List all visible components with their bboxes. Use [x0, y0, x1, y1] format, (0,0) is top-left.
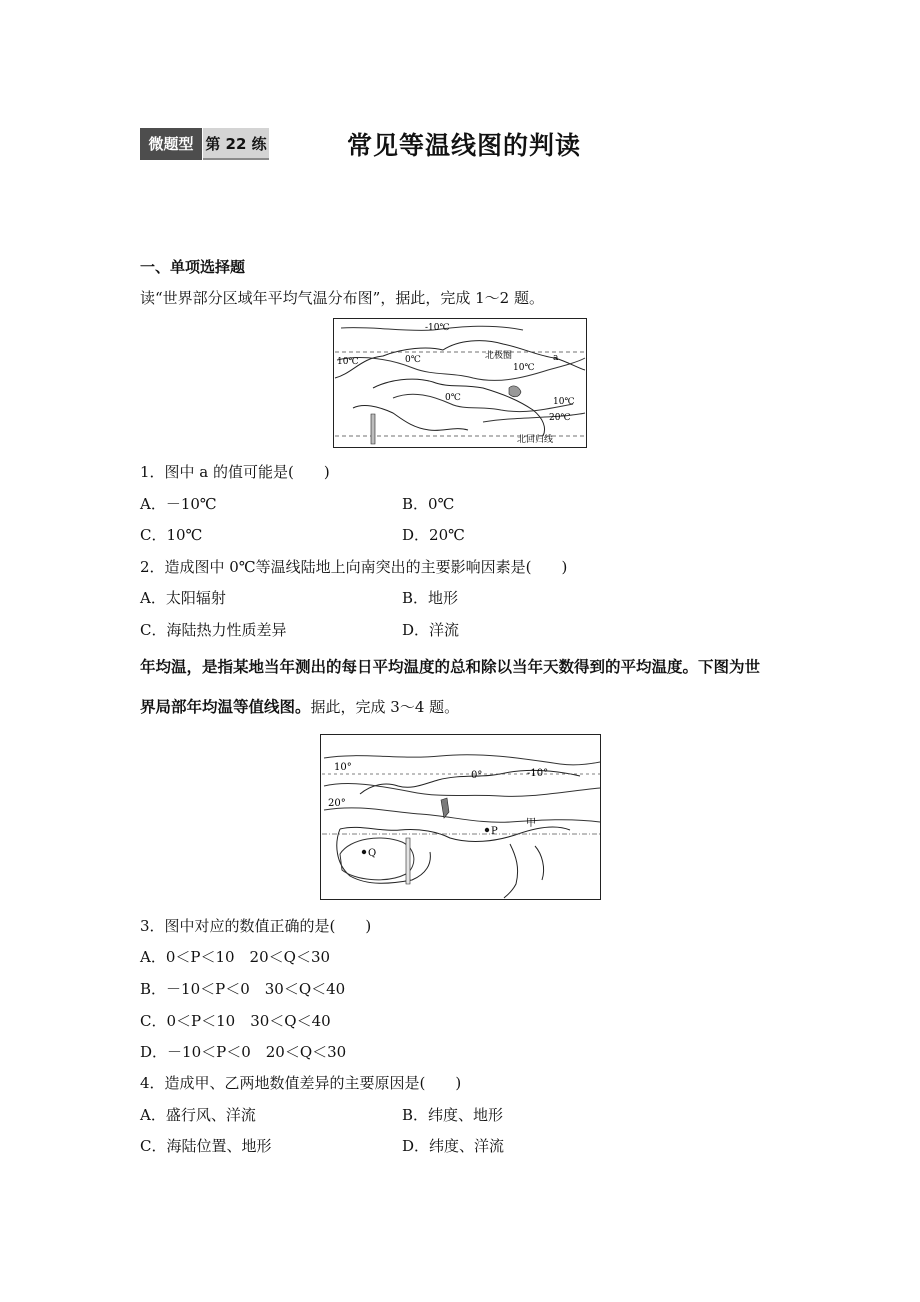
question-3-option-c[interactable]: C．0＜P＜10 30＜Q＜40 — [140, 1012, 331, 1030]
question-1-option-d[interactable]: D．20℃ — [402, 526, 465, 544]
question-3-option-b[interactable]: B．－10＜P＜0 30＜Q＜40 — [140, 980, 346, 998]
question-1-option-a[interactable]: A．－10℃ — [140, 495, 217, 513]
question-4-option-a[interactable]: A．盛行风、洋流 — [140, 1106, 256, 1124]
map2-label: -10° — [527, 768, 549, 779]
map2-label: 10° — [334, 762, 352, 773]
question-2-stem: 2．造成图中 0℃等温线陆地上向南突出的主要影响因素是( ) — [140, 558, 568, 576]
map1-label: 10℃ — [553, 397, 575, 407]
question-3-option-d[interactable]: D．－10＜P＜0 20＜Q＜30 — [140, 1043, 347, 1061]
question-1-option-b[interactable]: B．0℃ — [402, 495, 455, 513]
intro-text-2-rest: 据此，完成 3～4 题。 — [310, 698, 460, 716]
temperature-map-1 — [333, 318, 587, 448]
question-4-option-b[interactable]: B．纬度、地形 — [402, 1106, 504, 1124]
section-title: 一、单项选择题 — [140, 258, 246, 276]
tag-exercise-number: 第 22 练 — [203, 128, 269, 160]
page-title: 常见等温线图的判读 — [347, 131, 582, 160]
question-2-option-a[interactable]: A．太阳辐射 — [140, 589, 226, 607]
map1-label: 20℃ — [549, 413, 571, 423]
point-q-marker — [362, 850, 366, 854]
map2-label: 0° — [471, 770, 483, 781]
map1-label: 0℃ — [445, 393, 461, 403]
question-4-stem: 4．造成甲、乙两地数值差异的主要原因是( ) — [140, 1074, 462, 1092]
question-2-option-c[interactable]: C．海陆热力性质差异 — [140, 621, 287, 639]
question-1-stem: 1．图中 a 的值可能是( ) — [140, 463, 330, 481]
map1-label: 0℃ — [405, 355, 421, 365]
question-3-option-a[interactable]: A．0＜P＜10 20＜Q＜30 — [140, 948, 331, 966]
map2-label: 20° — [328, 798, 346, 809]
point-p-marker — [485, 828, 489, 832]
intro-text-2-line-2 — [140, 695, 459, 717]
intro-text-2-bold: 界局部年均温等值线图。 — [140, 698, 311, 716]
map1-label: 10℃ — [337, 357, 359, 367]
map1-label: 10℃ — [513, 363, 535, 373]
temperature-map-2 — [320, 734, 601, 900]
map1-label: a — [553, 353, 559, 363]
question-1-option-c[interactable]: C．10℃ — [140, 526, 203, 544]
map2-label: P — [491, 826, 498, 837]
question-4-option-d[interactable]: D．纬度、洋流 — [402, 1137, 505, 1155]
question-2-option-d[interactable]: D．洋流 — [402, 621, 460, 639]
tag-question-type: 微题型 — [140, 128, 202, 160]
question-4-option-c[interactable]: C．海陆位置、地形 — [140, 1137, 272, 1155]
map1-label: 北回归线 — [517, 435, 554, 445]
question-2-option-b[interactable]: B．地形 — [402, 589, 459, 607]
map1-label: -10℃ — [425, 323, 450, 333]
intro-text-2-line-1: 年均温，是指某地当年测出的每日平均温度的总和除以当年天数得到的平均温度。下图为世 — [140, 658, 761, 676]
map1-label: 北极圈 — [485, 351, 513, 361]
question-3-stem: 3．图中对应的数值正确的是( ) — [140, 917, 372, 935]
map2-label: Q — [368, 848, 377, 859]
map2-label: 甲 — [526, 818, 536, 829]
intro-text-1: 读“世界部分区域年平均气温分布图”，据此，完成 1～2 题。 — [140, 289, 544, 307]
